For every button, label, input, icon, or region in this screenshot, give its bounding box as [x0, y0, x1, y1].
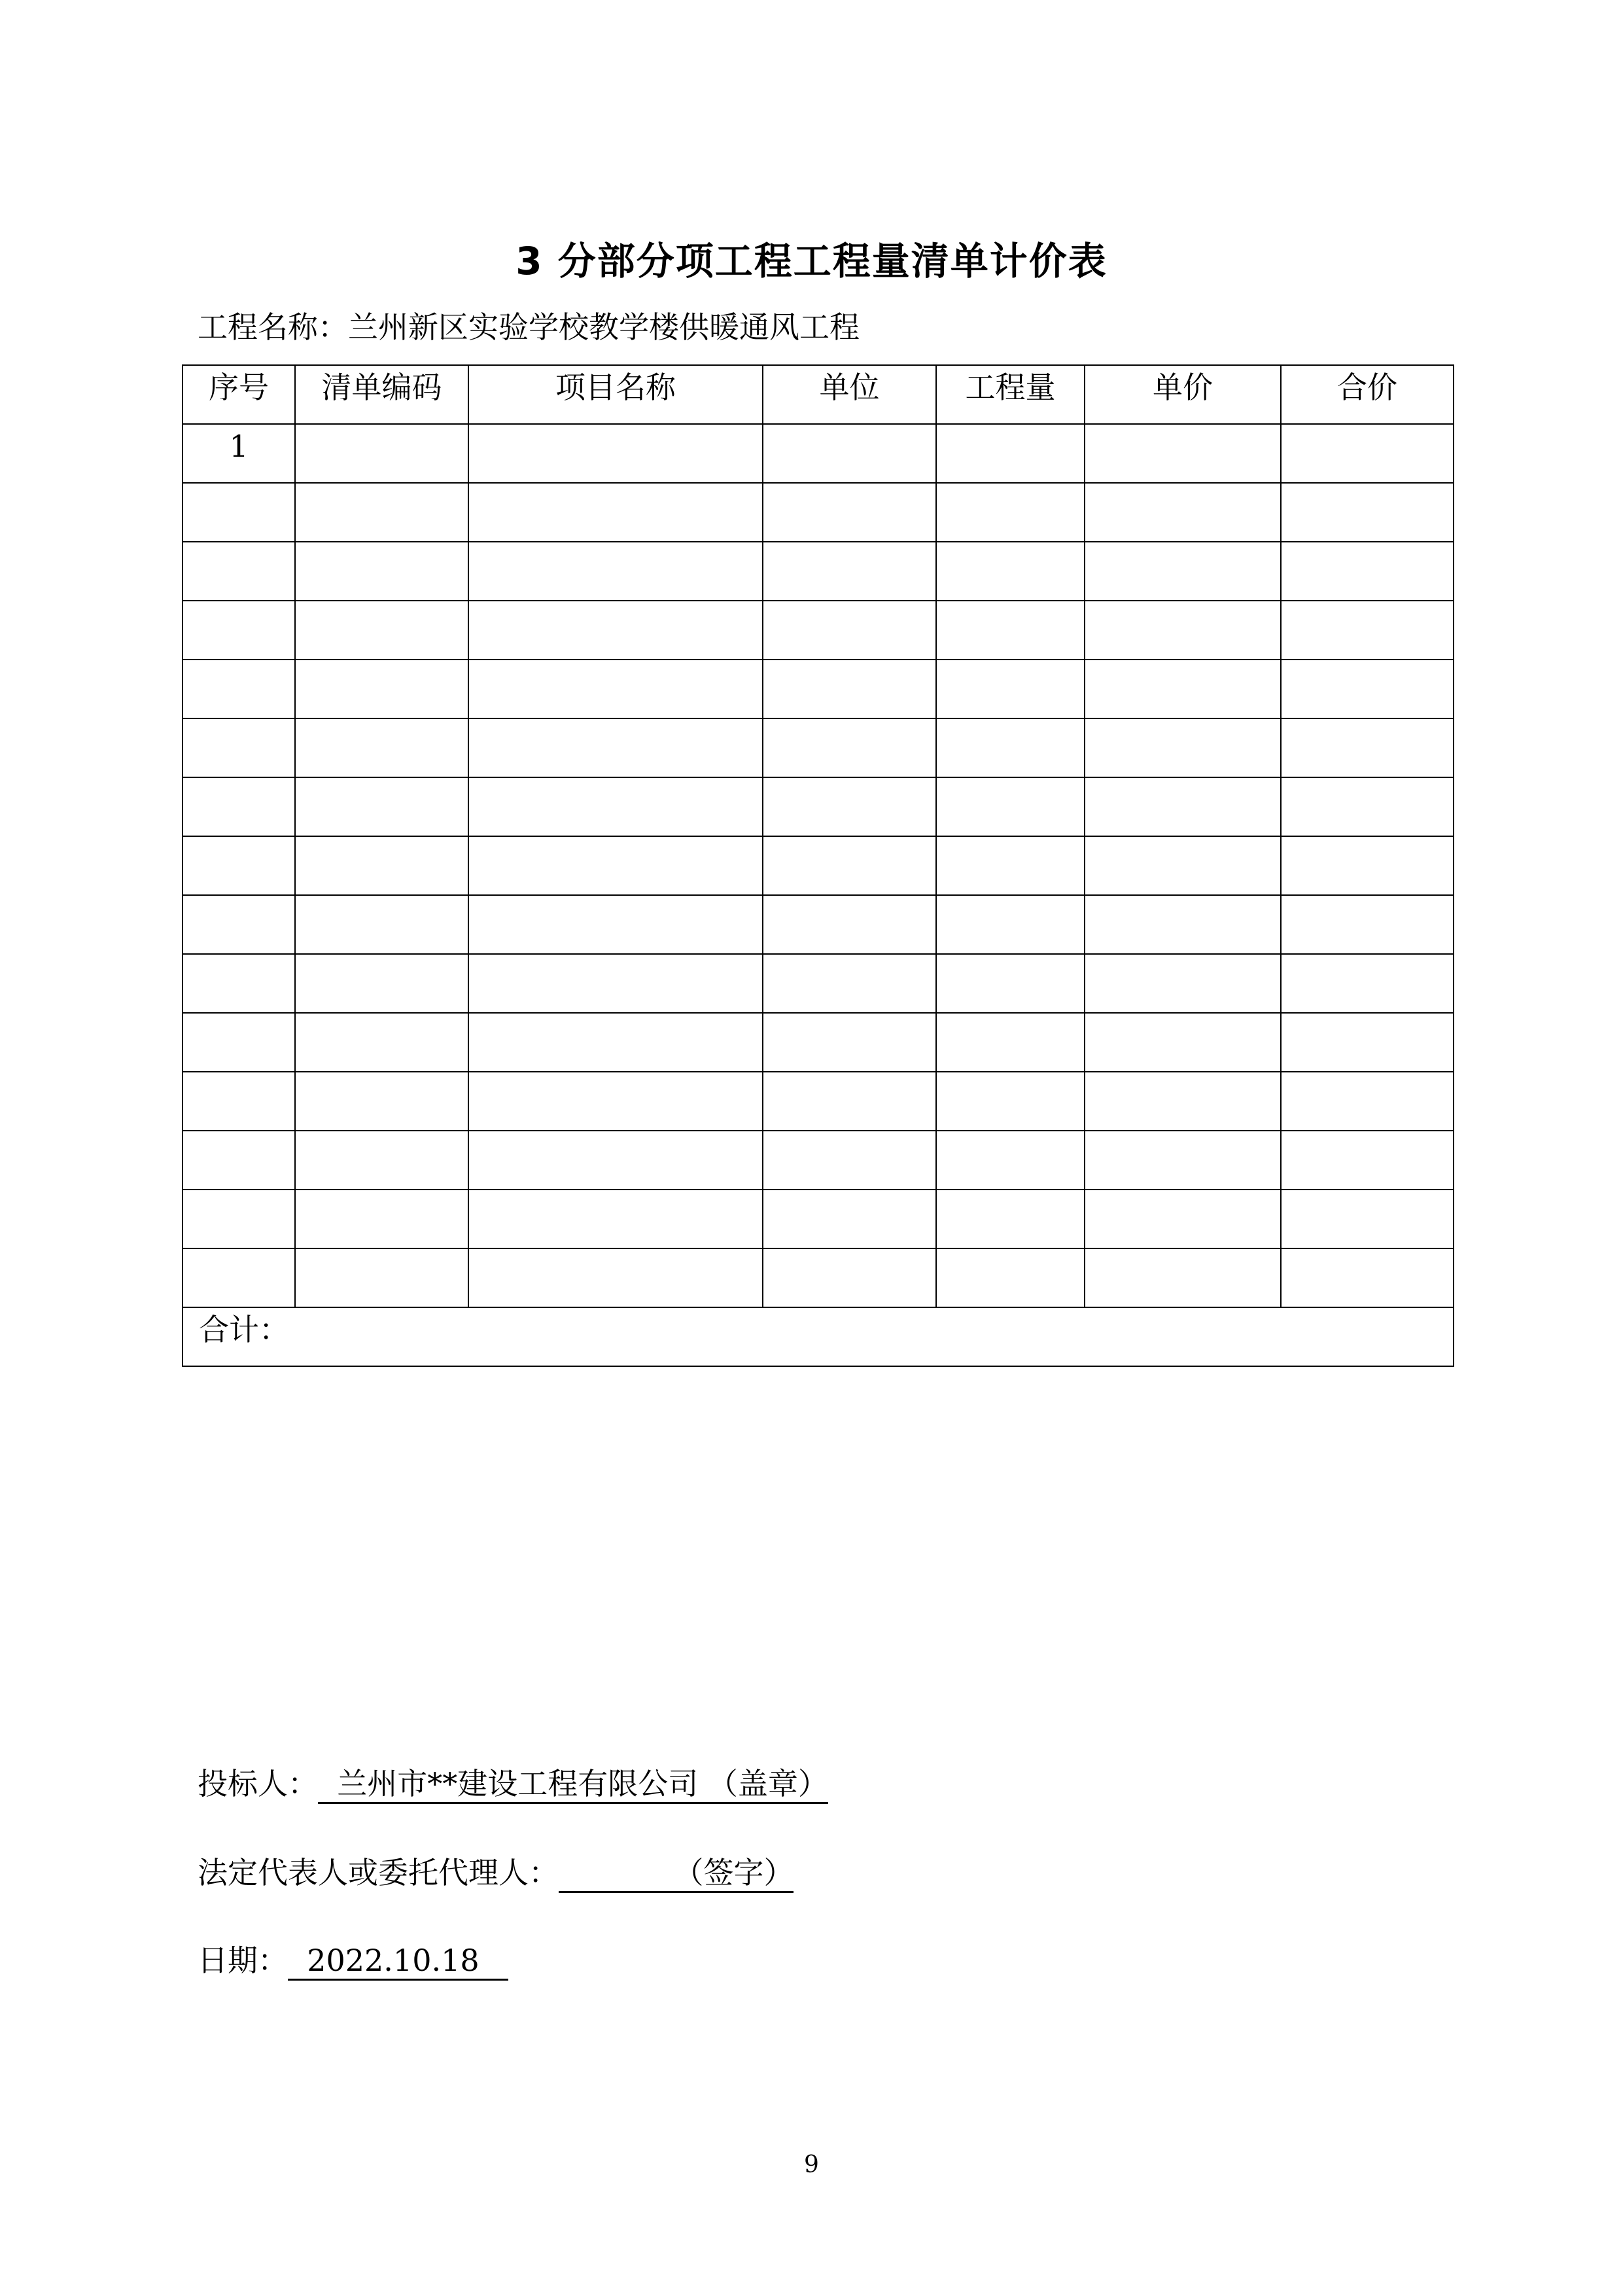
- table-cell: [763, 1131, 936, 1190]
- table-cell: [763, 1072, 936, 1131]
- table-cell: [936, 1248, 1085, 1307]
- table-cell: [763, 424, 936, 483]
- table-cell: [1085, 601, 1281, 660]
- table-cell: [936, 542, 1085, 601]
- table-cell: [936, 1190, 1085, 1248]
- table-cell: [1085, 777, 1281, 836]
- table-cell: [1281, 542, 1454, 601]
- table-cell: [1085, 836, 1281, 895]
- table-cell: [468, 601, 763, 660]
- table-body: [183, 424, 1454, 1307]
- table-cell: [1281, 895, 1454, 954]
- table-cell: [1281, 1248, 1454, 1307]
- total-label: 合计：: [183, 1307, 1454, 1366]
- table-cell: [295, 836, 468, 895]
- table-cell: [763, 483, 936, 542]
- table-cell: [936, 895, 1085, 954]
- table-cell: [468, 1190, 763, 1248]
- table-cell: [936, 777, 1085, 836]
- total-row: [183, 1307, 1454, 1366]
- table-cell: [1281, 1190, 1454, 1248]
- table-cell: [183, 1190, 295, 1248]
- table-cell: [468, 660, 763, 718]
- table-cell: [936, 836, 1085, 895]
- table-cell: [1085, 954, 1281, 1013]
- table-cell: [936, 1131, 1085, 1190]
- table-row: [183, 954, 1454, 1013]
- table-cell: [183, 1072, 295, 1131]
- table-cell: [1085, 895, 1281, 954]
- table-cell: 1: [183, 424, 295, 483]
- table-cell: [763, 1013, 936, 1072]
- table-cell: [936, 718, 1085, 777]
- date-line: [198, 1937, 508, 1981]
- table-cell: [1085, 1013, 1281, 1072]
- table-cell: [936, 601, 1085, 660]
- date-value: 2022.10.18: [288, 1942, 508, 1981]
- table-cell: [1085, 1190, 1281, 1248]
- table-cell: [1281, 660, 1454, 718]
- table-cell: [1085, 1131, 1281, 1190]
- table-cell: [295, 424, 468, 483]
- table-cell: [183, 660, 295, 718]
- table-cell: [763, 1248, 936, 1307]
- table-cell: [936, 660, 1085, 718]
- table-cell: [295, 1072, 468, 1131]
- table-cell: [1281, 483, 1454, 542]
- table-cell: [295, 1131, 468, 1190]
- table-cell: [468, 1131, 763, 1190]
- col-header-index: 序号: [183, 365, 295, 424]
- table-row: [183, 718, 1454, 777]
- col-header-quantity: 工程量: [936, 365, 1085, 424]
- project-name-label: 工程名称：: [198, 309, 348, 345]
- table-cell: [1085, 660, 1281, 718]
- table-row: [183, 1248, 1454, 1307]
- table-cell: [1281, 1013, 1454, 1072]
- col-header-code: 清单编码: [295, 365, 468, 424]
- table-cell: [295, 895, 468, 954]
- table-cell: [295, 1190, 468, 1248]
- table-cell: [295, 954, 468, 1013]
- table-row: [183, 483, 1454, 542]
- table-cell: [1085, 718, 1281, 777]
- table-cell: [1281, 836, 1454, 895]
- page-number: 9: [804, 2151, 819, 2178]
- table-cell: [468, 483, 763, 542]
- table-cell: [295, 1013, 468, 1072]
- table-row: [183, 895, 1454, 954]
- table-cell: [183, 777, 295, 836]
- table-row: [183, 424, 1454, 483]
- table-cell: [183, 836, 295, 895]
- col-header-unit-price: 单价: [1085, 365, 1281, 424]
- table-cell: [468, 542, 763, 601]
- table-cell: [936, 954, 1085, 1013]
- table-cell: [1085, 1248, 1281, 1307]
- table-cell: [183, 895, 295, 954]
- table-cell: [295, 542, 468, 601]
- table-row: [183, 1190, 1454, 1248]
- col-header-amount: 合价: [1281, 365, 1454, 424]
- table-cell: [183, 542, 295, 601]
- table-cell: [295, 601, 468, 660]
- table-cell: [468, 1248, 763, 1307]
- bidder-value: 兰州市**建设工程有限公司 （盖章）: [318, 1765, 828, 1804]
- table-cell: [468, 836, 763, 895]
- table-cell: [763, 777, 936, 836]
- table-cell: [936, 1072, 1085, 1131]
- table-cell: [763, 601, 936, 660]
- table-header-row: [183, 365, 1454, 424]
- table-cell: [763, 718, 936, 777]
- table-cell: [183, 601, 295, 660]
- table-row: [183, 836, 1454, 895]
- table-row: [183, 660, 1454, 718]
- table-cell: [763, 895, 936, 954]
- table-cell: [468, 424, 763, 483]
- table-row: [183, 777, 1454, 836]
- bidder-label: 投标人：: [198, 1766, 318, 1801]
- table-cell: [183, 483, 295, 542]
- table-cell: [1281, 777, 1454, 836]
- table-cell: [763, 836, 936, 895]
- table-row: [183, 1131, 1454, 1190]
- table-cell: [1281, 954, 1454, 1013]
- table-cell: [1085, 424, 1281, 483]
- table-cell: [183, 718, 295, 777]
- table-cell: [468, 895, 763, 954]
- table-cell: [295, 1248, 468, 1307]
- table-cell: [295, 660, 468, 718]
- table-cell: [1281, 601, 1454, 660]
- table-cell: [763, 954, 936, 1013]
- representative-line: [198, 1849, 794, 1893]
- table-cell: [468, 1013, 763, 1072]
- bidder-line: [198, 1760, 828, 1804]
- table-cell: [1085, 542, 1281, 601]
- table-cell: [183, 1013, 295, 1072]
- table-cell: [295, 777, 468, 836]
- table-cell: [295, 483, 468, 542]
- table-cell: [468, 777, 763, 836]
- table-cell: [936, 424, 1085, 483]
- table-cell: [1281, 1072, 1454, 1131]
- table-cell: [936, 483, 1085, 542]
- table-cell: [183, 1131, 295, 1190]
- date-label: 日期：: [198, 1943, 288, 1978]
- table-row: [183, 601, 1454, 660]
- representative-label: 法定代表人或委托代理人：: [198, 1855, 559, 1890]
- table-cell: [183, 1248, 295, 1307]
- table-row: [183, 1072, 1454, 1131]
- table-row: [183, 1013, 1454, 1072]
- table-cell: [936, 1013, 1085, 1072]
- project-name-line: [198, 304, 860, 347]
- table-cell: [763, 660, 936, 718]
- representative-value: （签字）: [559, 1854, 794, 1893]
- table-cell: [1085, 483, 1281, 542]
- table-row: [183, 542, 1454, 601]
- table-cell: [1085, 1072, 1281, 1131]
- project-name-value: 兰州新区实验学校教学楼供暖通风工程: [348, 309, 860, 345]
- table-cell: [295, 718, 468, 777]
- table-cell: [183, 954, 295, 1013]
- table-cell: [468, 1072, 763, 1131]
- table-cell: [1281, 718, 1454, 777]
- table-cell: [468, 718, 763, 777]
- col-header-item-name: 项目名称: [468, 365, 763, 424]
- table-cell: [763, 542, 936, 601]
- page-title: 3 分部分项工程工程量清单计价表: [515, 239, 1108, 283]
- table-cell: [1281, 1131, 1454, 1190]
- bill-of-quantities-table: [182, 364, 1454, 1367]
- table-cell: [763, 1190, 936, 1248]
- col-header-unit: 单位: [763, 365, 936, 424]
- table-cell: [468, 954, 763, 1013]
- table-cell: [1281, 424, 1454, 483]
